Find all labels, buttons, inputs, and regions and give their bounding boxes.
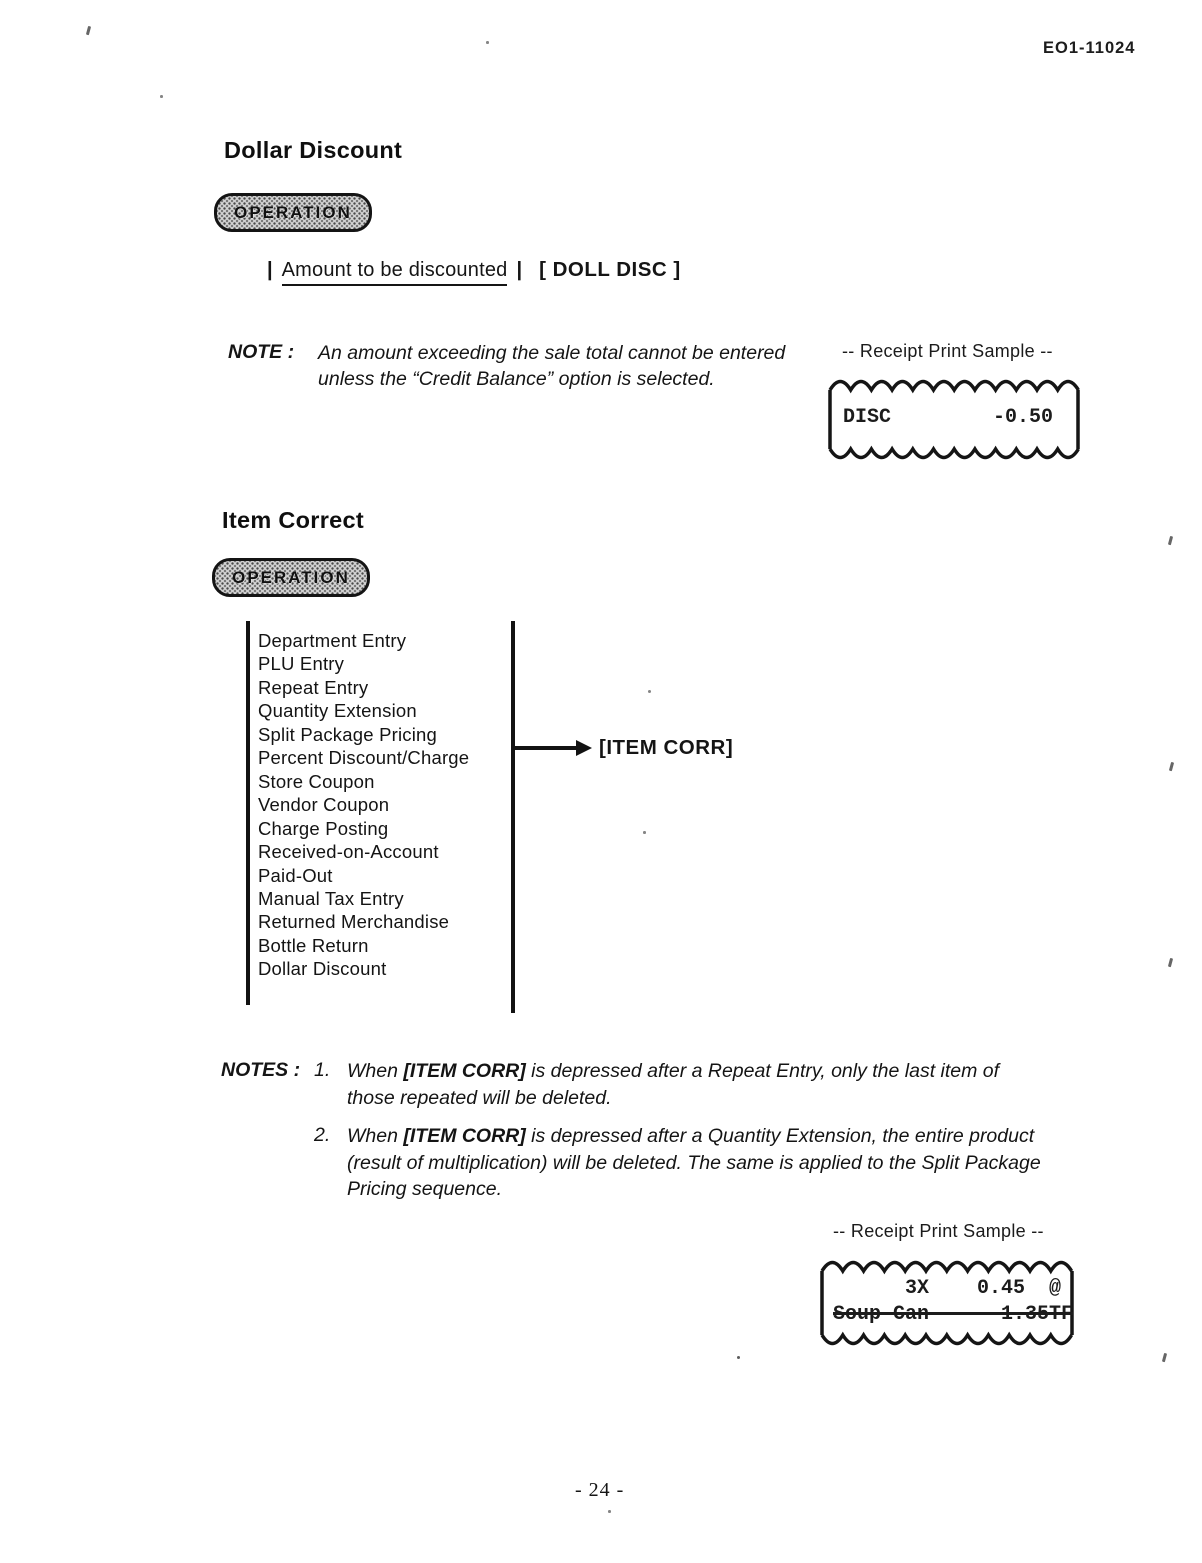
receipt-item: DISC [843,406,892,429]
list-item: Received-on-Account [258,841,439,863]
list-right-rule [511,621,515,1013]
operation-sequence [264,258,681,286]
list-item: Quantity Extension [258,700,417,722]
scan-artifact [1168,958,1173,967]
scan-artifact [1162,1353,1167,1362]
list-item: Returned Merchandise [258,911,450,933]
receipt-print-sample [827,373,1081,465]
note-2-text [347,1123,1061,1203]
note-key-ref: [ITEM CORR] [403,1060,526,1082]
section-title-dollar-discount: Dollar Discount [224,137,403,163]
receipt-line [843,406,1053,429]
list-item: Split Package Pricing [258,723,438,745]
list-item: Manual Tax Entry [258,887,404,909]
list-item: Vendor Coupon [258,794,390,816]
list-item: Repeat Entry [258,676,369,698]
section-title-item-correct: Item Correct [222,507,365,533]
list-item: Charge Posting [258,817,389,839]
note-text-segment: is depressed after a Repeat Entry, only the last item of those repeated will be deleted. [347,1060,1000,1109]
scan-artifact [1169,762,1174,771]
receipt-line-voided: Soup Can------1.35TF [833,1303,1074,1326]
list-item: PLU Entry [258,653,345,675]
entry-type-list [258,629,508,981]
note-1-text [347,1058,1031,1111]
scan-artifact [86,26,91,35]
scan-artifact [648,690,651,693]
note-text: An amount exceeding the sale total cannot be entered unless the “Credit Balance” option is selected. [318,342,786,390]
note-text-segment: When [347,1060,404,1082]
receipt-print-sample [819,1253,1076,1352]
operation-badge [212,558,370,597]
sequence-open-bar: | [267,259,273,281]
operation-badge [214,193,372,232]
note-key-ref: [ITEM CORR] [403,1125,526,1147]
operation-badge-label: OPERATION [232,567,350,587]
sequence-close-bar: | [516,259,523,281]
list-item: Dollar Discount [258,958,387,980]
doll-disc-key: [ DOLL DISC ] [539,258,681,281]
item-corr-key: [ITEM CORR] [599,736,734,759]
list-left-rule [246,621,250,1005]
list-item: Percent Discount/Charge [258,747,470,769]
note-label: NOTE : [228,341,295,363]
note-number: 2. [314,1124,331,1146]
notes-label: NOTES : [221,1059,301,1081]
scan-artifact [1168,536,1173,545]
page-number: - 24 - [575,1479,625,1501]
scan-artifact [608,1510,611,1513]
note-number: 1. [314,1059,331,1081]
receipt-sample-caption: -- Receipt Print Sample -- [842,341,1053,361]
scan-artifact [160,95,163,98]
receipt-amount: -0.50 [992,406,1053,429]
operation-badge-label: OPERATION [234,202,352,222]
document-code: EO1-11024 [1043,39,1136,57]
list-item: Department Entry [258,630,407,651]
scan-artifact [643,831,646,834]
receipt-line-quantity: 3X 0.45 @ [833,1277,1062,1300]
arrow-head-icon [576,740,592,756]
list-item: Store Coupon [258,770,375,792]
sequence-operand: Amount to be discounted [282,259,508,286]
scan-artifact [737,1356,740,1359]
arrow-shaft [515,746,581,750]
list-item: Bottle Return [258,934,369,956]
note-text-segment: When [347,1125,404,1147]
receipt-sample-caption: -- Receipt Print Sample -- [833,1221,1044,1241]
scan-artifact [486,41,489,44]
note-text-segment: is depressed after a Quantity Extension, the entire product (result of multiplication) will be deleted. The same is applied to the Split Package Pricing sequence. [347,1125,1041,1200]
list-item: Paid-Out [258,864,333,886]
